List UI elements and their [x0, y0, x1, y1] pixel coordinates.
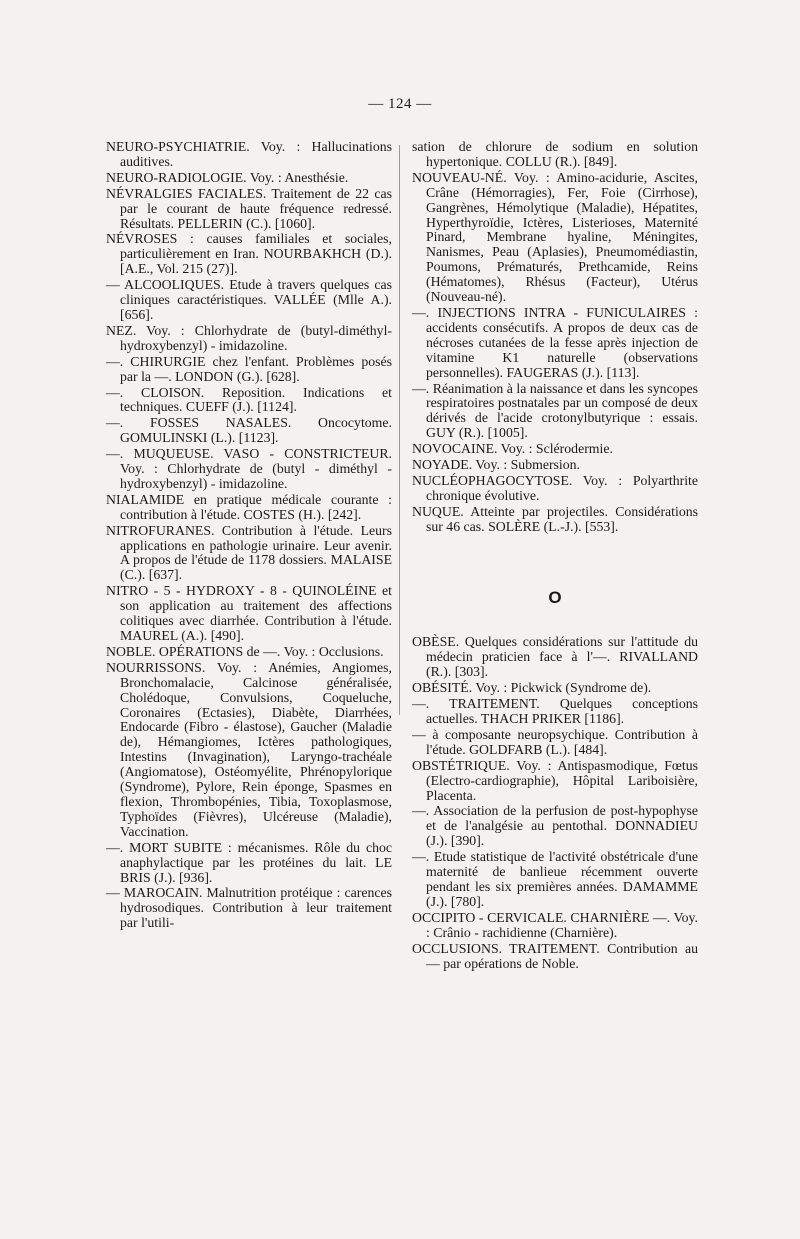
index-entry: OBÉSITÉ. Voy. : Pickwick (Syndrome de).: [412, 680, 652, 696]
index-entry: NOUVEAU-NÉ. Voy. : Amino-acidurie, Ascites, Crâne (Hémorragies), Fer, Foie (Cirrhose), Gangrènes, Hémolytique (Maladie), Hépatites, Hyperthyroïdie, Ictères, Listerioses, Maternité Pinard, Membrane hyaline, Méningites, Nanismes, Peau (Aplasies), Pneumomédiastin, Poumons, Prématurés, Prethcamide, Reins (Hématomes), Rhésus (Facteur), Utérus (Nouveau-né).: [412, 169, 698, 305]
index-entry: sation de chlorure de sodium en solution hypertonique. COLLU (R.). [849].: [412, 139, 698, 169]
index-entry: NEURO-PSYCHIATRIE. Voy. : Hallucinations auditives.: [106, 139, 392, 169]
index-entry: NOYADE. Voy. : Submersion.: [412, 457, 581, 473]
index-entry: —. Association de la perfusion de post-hypophyse et de l'analgésie au pentothal. DONNADIEU (J.). [390].: [412, 803, 698, 849]
index-entry: NOURRISSONS. Voy. : Anémies, Angiomes, Bronchomalacie, Calcinose généralisée, Cholédoque, Convulsions, Coqueluche, Coronaires (Ectasies), Diabète, Diarrhées, Endocarde (Fibro - élastose), Gaucher (Maladie de), Hémangiomes, Ictères pathologiques, Intestins (Invagination), Laryngo-trachéale (Angiomatose), Ostéomyélite, Phrénopylorique (Syndrome), Pylore, Rein éponge, Spasmes en flexion, Thrombopénies, Tibia, Toxoplasmose, Typhoïdes (Fièvres), Ulcéreuse (Maladie), Vaccination.: [106, 659, 392, 839]
column-divider: [399, 145, 400, 715]
index-entry: NITROFURANES. Contribution à l'étude. Leurs applications en pathologie urinaire. Leur avenir. A propos de l'étude de 1178 dossiers. MALAISE (C.). [637].: [106, 522, 392, 583]
index-entry: — à composante neuropsychique. Contribution à l'étude. GOLDFARB (L.). [484].: [412, 726, 698, 757]
left-column: [106, 140, 392, 932]
index-entry: NÉVROSES : causes familiales et sociales, particulièrement en Iran. NOURBAKHCH (D.). [A.E., Vol. 215 (27)].: [106, 231, 392, 277]
index-entry: NUQUE. Atteinte par projectiles. Considérations sur 46 cas. SOLÈRE (L.-J.). [553].: [412, 503, 698, 534]
index-entry: —. Réanimation à la naissance et dans les syncopes respiratoires postnatales par un composé de deux dérivés de l'acide crotonylbutyrique : essais. GUY (R.). [1005].: [412, 380, 698, 441]
index-entry: NIALAMIDE en pratique médicale courante : contribution à l'étude. COSTES (H.). [242].: [106, 491, 392, 522]
index-entry: NEZ. Voy. : Chlorhydrate de (butyl-diméthyl-hydroxybenzyl) - imidazoline.: [106, 322, 392, 353]
index-entry: NOBLE. OPÉRATIONS de —. Voy. : Occlusions.: [106, 643, 384, 659]
right-column: [412, 140, 698, 972]
index-entry: —. FOSSES NASALES. Oncocytome. GOMULINSKI (L.). [1123].: [106, 415, 392, 446]
index-entry: NITRO - 5 - HYDROXY - 8 - QUINOLÉINE et son application au traitement des affections colitiques avec diarrhée. Contribution à l'étude. MAUREL (A.). [490].: [106, 583, 392, 643]
index-entry: —. CLOISON. Reposition. Indications et techniques. CUEFF (J.). [1124].: [106, 384, 392, 415]
index-entry: OBSTÉTRIQUE. Voy. : Antispasmodique, Fœtus (Electro-cardiographie), Hôpital Lariboisière, Placenta.: [412, 757, 698, 803]
index-entry: — MAROCAIN. Malnutrition protéique : carences hydrosodiques. Contribution à leur traitement par l'utili-: [106, 885, 392, 931]
index-entry: —. CHIRURGIE chez l'enfant. Problèmes posés par la —. LONDON (G.). [628].: [106, 353, 392, 384]
page-number: — 124 —: [368, 96, 432, 112]
index-entry: —. TRAITEMENT. Quelques conceptions actuelles. THACH PRIKER [1186].: [412, 696, 698, 726]
index-entry: —. MORT SUBITE : mécanismes. Rôle du choc anaphylactique par les protéines du lait. LE BRIS (J.). [936].: [106, 839, 392, 885]
index-entry: —. MUQUEUSE. VASO - CONSTRICTEUR. Voy. : Chlorhydrate de (butyl - diméthyl - hydroxybenzyl) - imidazoline.: [106, 446, 392, 491]
index-entry: —. Etude statistique de l'activité obstétricale d'une maternité de banlieue récemment ouverte pendant les six premières années. DAMAMME (J.). [780].: [412, 849, 698, 909]
index-entry: OBÈSE. Quelques considérations sur l'attitude du médecin praticien face à l'—. RIVALLAND (R.). [303].: [412, 634, 698, 680]
index-entry: — ALCOOLIQUES. Etude à travers quelques cas cliniques caractéristiques. VALLÉE (Mlle A.). [656].: [106, 277, 392, 322]
index-entry: NÉVRALGIES FACIALES. Traitement de 22 cas par le courant de haute fréquence redressé. Résultats. PELLERIN (C.). [1060].: [106, 185, 392, 231]
index-entry: —. INJECTIONS INTRA - FUNICULAIRES : accidents consécutifs. A propos de deux cas de nécroses cutanées de la fesse après injection de vitamine K1 naturelle (observations personnelles). FAUGERAS (J.). [113].: [412, 304, 698, 380]
section-letter: O: [548, 587, 562, 607]
index-entry: NEURO-RADIOLOGIE. Voy. : Anesthésie.: [106, 169, 349, 185]
index-entry: NOVOCAINE. Voy. : Sclérodermie.: [412, 441, 613, 457]
index-entry: NUCLÉOPHAGOCYTOSE. Voy. : Polyarthrite chronique évolutive.: [412, 472, 698, 503]
index-entry: OCCLUSIONS. TRAITEMENT. Contribution au — par opérations de Noble.: [412, 940, 698, 971]
index-entry: OCCIPITO - CERVICALE. CHARNIÈRE —. Voy. : Crânio - rachidienne (Charnière).: [412, 909, 698, 940]
